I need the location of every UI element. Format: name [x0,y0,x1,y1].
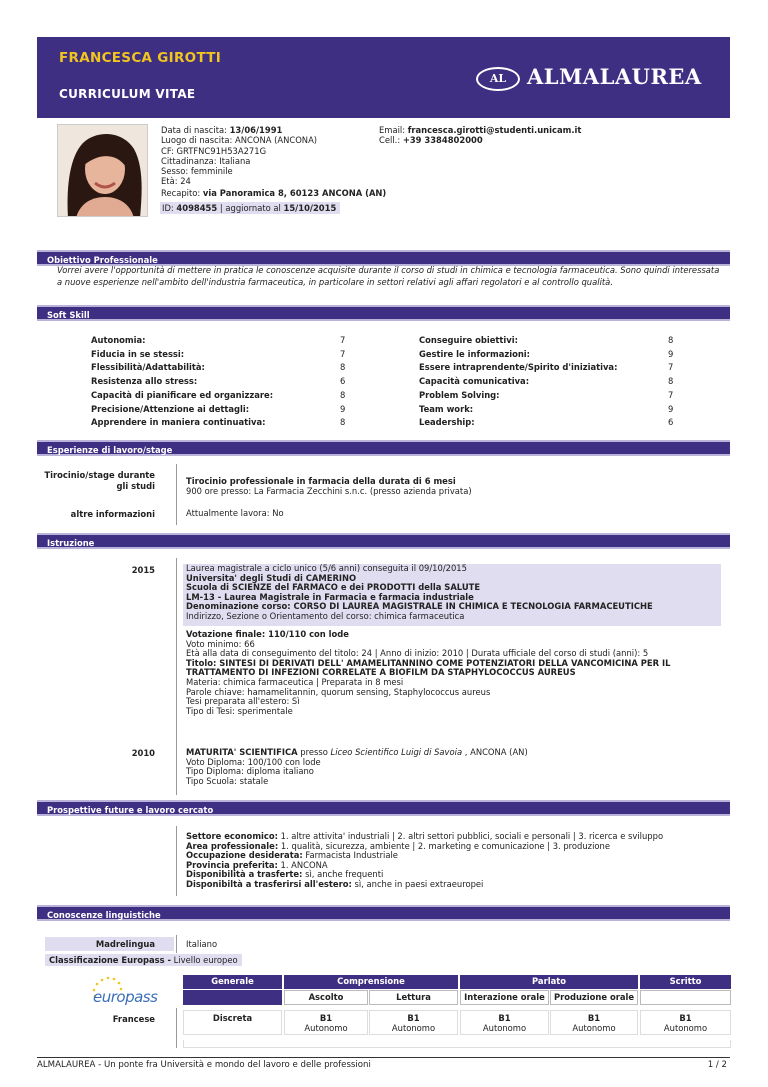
work-label-line: Tirocinio/stage durante [44,470,155,480]
section-objective: Obiettivo Professionale [37,250,730,266]
birth-value: 13/06/1991 [229,125,283,135]
contact-info [379,125,581,146]
future-label: Disponibiltà a trasferirsi all'estero: [186,878,352,889]
divider [176,1008,177,1048]
place-label: Luogo di nascita: [161,135,233,146]
age-value: 24 [180,176,191,187]
address-line [161,188,386,198]
logo-mark: AL [476,67,520,91]
school-name: Liceo Scientifico Luigi di Savoia [330,747,463,757]
future-label: Disponibilità a trasferte: [186,869,303,880]
europass-label-box [45,954,242,966]
email-value[interactable]: francesca.girotti@studenti.unicam.it [407,125,582,135]
thesis-detail-line: Materia: chimica farmaceutica | Preparata in 8 mesi [186,676,404,687]
footer-text: ALMALAUREA - Un ponte fra Università e mondo del lavoro e delle professioni [37,1060,371,1070]
page-number: 1 / 2 [707,1060,727,1070]
sex-label: Sesso: [161,166,189,177]
soft-skill-label: Leadership: [419,417,475,428]
age-label: Età: [161,176,178,187]
mother-tongue-value: Italiano [186,939,218,949]
subheader-reading: Lettura [369,990,458,1005]
soft-skill-value: 7 [340,348,346,359]
subheader-spacer [183,990,282,1005]
language-level-cell [284,1010,368,1035]
degree-detail-line: Età alla data di conseguimento del titolo: 24 | Anno di inizio: 2010 | Durata ufficiale del corso di studi (anni): 5 [186,648,649,659]
sex-value: femminile [190,166,233,177]
soft-skill-label: Gestire le informazioni: [419,348,531,359]
language-level: B1 [319,1013,333,1023]
europass-wordmark: europass [93,988,158,1006]
language-general: Discreta [183,1010,282,1035]
birth-label: Data di nascita: [161,125,227,135]
id-value: 4098455 [176,203,218,213]
future-label: Settore economico: [186,831,278,841]
future-value: 1. altre attivita' industriali | 2. altri settori pubblici, sociali e personali | 3. ricerca e sviluppo [280,831,664,841]
header-banner [37,37,730,118]
section-soft-skill: Soft Skill [37,305,730,321]
soft-skill-value: 9 [668,348,674,359]
degree-line: LM-13 - Laurea Magistrale in Farmacia e farmacia industriale [186,591,474,602]
future-label: Occupazione desiderata: [186,850,303,861]
updated-value: 15/10/2015 [283,203,337,213]
soft-skill-value: 6 [668,417,674,428]
language-level-desc: Autonomo [572,1023,616,1033]
subheader-listening: Ascolto [284,990,368,1005]
soft-skill-value: 8 [668,376,674,387]
soft-skill-value: 9 [668,403,674,414]
subheader-interaction: Interazione orale [460,990,549,1005]
degree-details [186,630,670,716]
soft-skill-label: Apprendere in maniera continuativa: [91,417,266,428]
europass-value: Livello europeo [173,955,238,965]
degree-line: Scuola di SCIENZE del FARMACO e dei PRODOTTI della SALUTE [186,582,481,593]
education-year: 2015 [131,565,155,575]
section-languages: Conoscenze linguistiche [37,905,730,921]
almalaurea-logo [476,66,708,92]
section-education: Istruzione [37,533,730,549]
thesis-detail-line: Tipo di Tesi: sperimentale [186,705,293,716]
section-work: Esperienze di lavoro/stage [37,440,730,456]
final-grade: Votazione finale: 110/110 con lode [186,629,349,639]
future-label: Provincia preferita: [186,859,278,870]
future-value: sì, anche in paesi extraeuropei [354,878,484,889]
soft-skill-value: 8 [340,389,346,400]
document-title: CURRICULUM VITAE [59,87,196,101]
id-label: ID: [162,203,174,213]
divider [176,742,177,795]
degree-box [183,564,721,626]
school-detail-line: Voto Diploma: 100/100 con lode [186,756,321,767]
language-level-desc: Autonomo [304,1023,348,1033]
personal-info [161,125,317,187]
citizenship-label: Cittadinanza: [161,155,217,166]
thesis-title-line: TRATTAMENTO DI INFEZIONI CORRELATE A BIOFILM DA STAPHYLOCOCCUS AUREUS [186,667,576,678]
thesis-title-line: Titolo: SINTESI DI DERIVATI DELL' AMAMELITANNINO COME POTENZIATORI DELLA VANCOMICINA PER IL [186,657,671,668]
divider [176,826,177,896]
candidate-name: FRANCESCA GIROTTI [59,50,222,66]
school-entry [186,748,528,786]
objective-line: a nuove esperienze nell'ambito dell'industria farmaceutica, in particolare in settori relativi agli affari regolatori e al controllo qualità. [57,276,613,287]
future-label: Area professionale: [186,840,279,851]
school-city: , ANCONA (AN) [464,747,528,757]
soft-skill-label: Capacità di pianificare ed organizzare: [91,389,274,400]
school-presso: presso [300,747,328,757]
thesis-detail-line: Tesi preparata all'estero: Sì [186,696,300,707]
work-label-internship [37,470,155,492]
degree-detail-line: Voto minimo: 66 [186,638,255,649]
subheader-production: Produzione orale [550,990,638,1005]
citizenship-value: Italiana [219,155,251,166]
soft-skill-label: Precisione/Attenzione ai dettagli: [91,403,250,414]
degree-line: Indirizzo, Sezione o Orientamento del corso: chimica farmaceutica [186,610,465,621]
soft-skill-value: 8 [340,362,346,373]
soft-skill-value: 6 [340,376,346,387]
europass-logo [88,975,160,1009]
objective-text [57,265,722,288]
logo-wordmark: ALMALAUREA [527,64,702,89]
thesis-detail-line: Parole chiave: hamamelitannin, quorum sensing, Staphylococcus aureus [186,686,491,697]
language-level-cell [369,1010,458,1035]
place-value: ANCONA (ANCONA) [235,135,318,146]
soft-skill-value: 8 [340,417,346,428]
cf-label: CF: [161,145,174,156]
updated-label: | aggiornato al [219,203,281,213]
divider [176,558,177,764]
degree-line: Universita' degli Studi di CAMERINO [186,572,357,583]
language-level-desc: Autonomo [663,1023,708,1033]
soft-skill-label: Team work: [419,403,474,414]
future-value: 1. ANCONA [280,859,328,870]
soft-skill-label: Capacità comunicativa: [419,376,530,387]
soft-skill-value: 7 [668,389,674,400]
language-level: B1 [407,1013,420,1023]
col-header-comprehension: Comprensione [284,975,458,989]
future-row [186,880,663,890]
school-detail-line: Tipo Scuola: statale [186,775,269,786]
work-label-other: altre informazioni [70,509,155,519]
soft-skill-value: 8 [668,335,674,345]
address-value: via Panoramica 8, 60123 ANCONA (AN) [202,188,387,198]
language-level-desc: Autonomo [482,1023,527,1033]
work-detail: 900 ore presso: La Farmacia Zecchini s.n.c. (presso azienda privata) [186,486,472,496]
address-label: Recapito: [161,188,201,198]
col-header-writing: Scritto [640,975,731,989]
soft-skill-label: Problem Solving: [419,389,500,400]
profile-photo [57,124,148,217]
divider [176,464,177,525]
work-title: Tirocinio professionale in farmacia della durata di 6 mesi [186,476,456,486]
future-list [186,832,663,890]
future-value: Farmacista Industriale [305,850,398,861]
mother-tongue-label: Madrelingua [95,939,155,949]
future-value: 1. qualità, sicurezza, ambiente | 2. marketing e comunicazione | 3. produzione [280,840,610,851]
objective-line: Vorrei avere l'opportunità di mettere in pratica le conoscenze acquisite durante il corso di studi in chimica e tecnologia farmaceutica. Sono quindi interessata [57,265,720,275]
soft-skill-label: Resistenza allo stress: [91,376,198,387]
language-level-cell [550,1010,638,1035]
phone-value: +39 3384802000 [402,135,483,146]
work-entry [186,476,472,496]
work-label-line: gli studi [116,481,155,491]
subheader-writing-spacer [640,990,731,1005]
europass-label: Classificazione Europass - [49,955,171,965]
future-value: sì, anche frequenti [305,869,384,880]
language-level: B1 [498,1013,511,1023]
soft-skill-label: Fiducia in se stessi: [91,348,185,359]
work-other: Attualmente lavora: No [186,508,284,518]
degree-line: Laurea magistrale a ciclo unico (5/6 anni) conseguita il 09/10/2015 [186,563,467,573]
degree-line: Denominazione corso: CORSO DI LAUREA MAGISTRALE IN CHIMICA E TECNOLOGIA FARMACEUTICHE [186,601,653,612]
language-level: B1 [587,1013,601,1023]
col-header-speaking: Parlato [460,975,638,989]
soft-skill-label: Essere intraprendente/Spirito d'iniziativa: [419,362,618,373]
col-header-general: Generale [183,975,282,989]
school-detail-line: Tipo Diploma: diploma italiano [186,766,314,777]
school-title: MATURITA' SCIENTIFICA [186,747,298,757]
soft-skill-label: Flessibilità/Adattabilità: [91,362,205,373]
divider [176,935,177,953]
id-badge [160,202,340,214]
soft-skill-value: 7 [668,362,674,373]
page-footer [37,1057,730,1070]
section-future: Prospettive future e lavoro cercato [37,800,730,816]
language-table-bottom [183,1040,731,1048]
soft-skill-value: 7 [340,335,346,345]
soft-skill-label: Conseguire obiettivi: [419,335,518,345]
cf-value: GRTFNC91H53A271G [176,145,267,156]
email-label: Email: [379,125,406,135]
phone-label: Cell.: [379,135,401,146]
language-level-desc: Autonomo [391,1023,436,1033]
language-level-cell [460,1010,549,1035]
soft-skill-label: Autonomia: [91,335,146,345]
language-level-cell [640,1010,731,1035]
language-level: B1 [679,1013,692,1023]
education-year: 2010 [131,748,155,758]
language-name: Francese [112,1014,155,1024]
soft-skill-value: 9 [340,403,346,414]
